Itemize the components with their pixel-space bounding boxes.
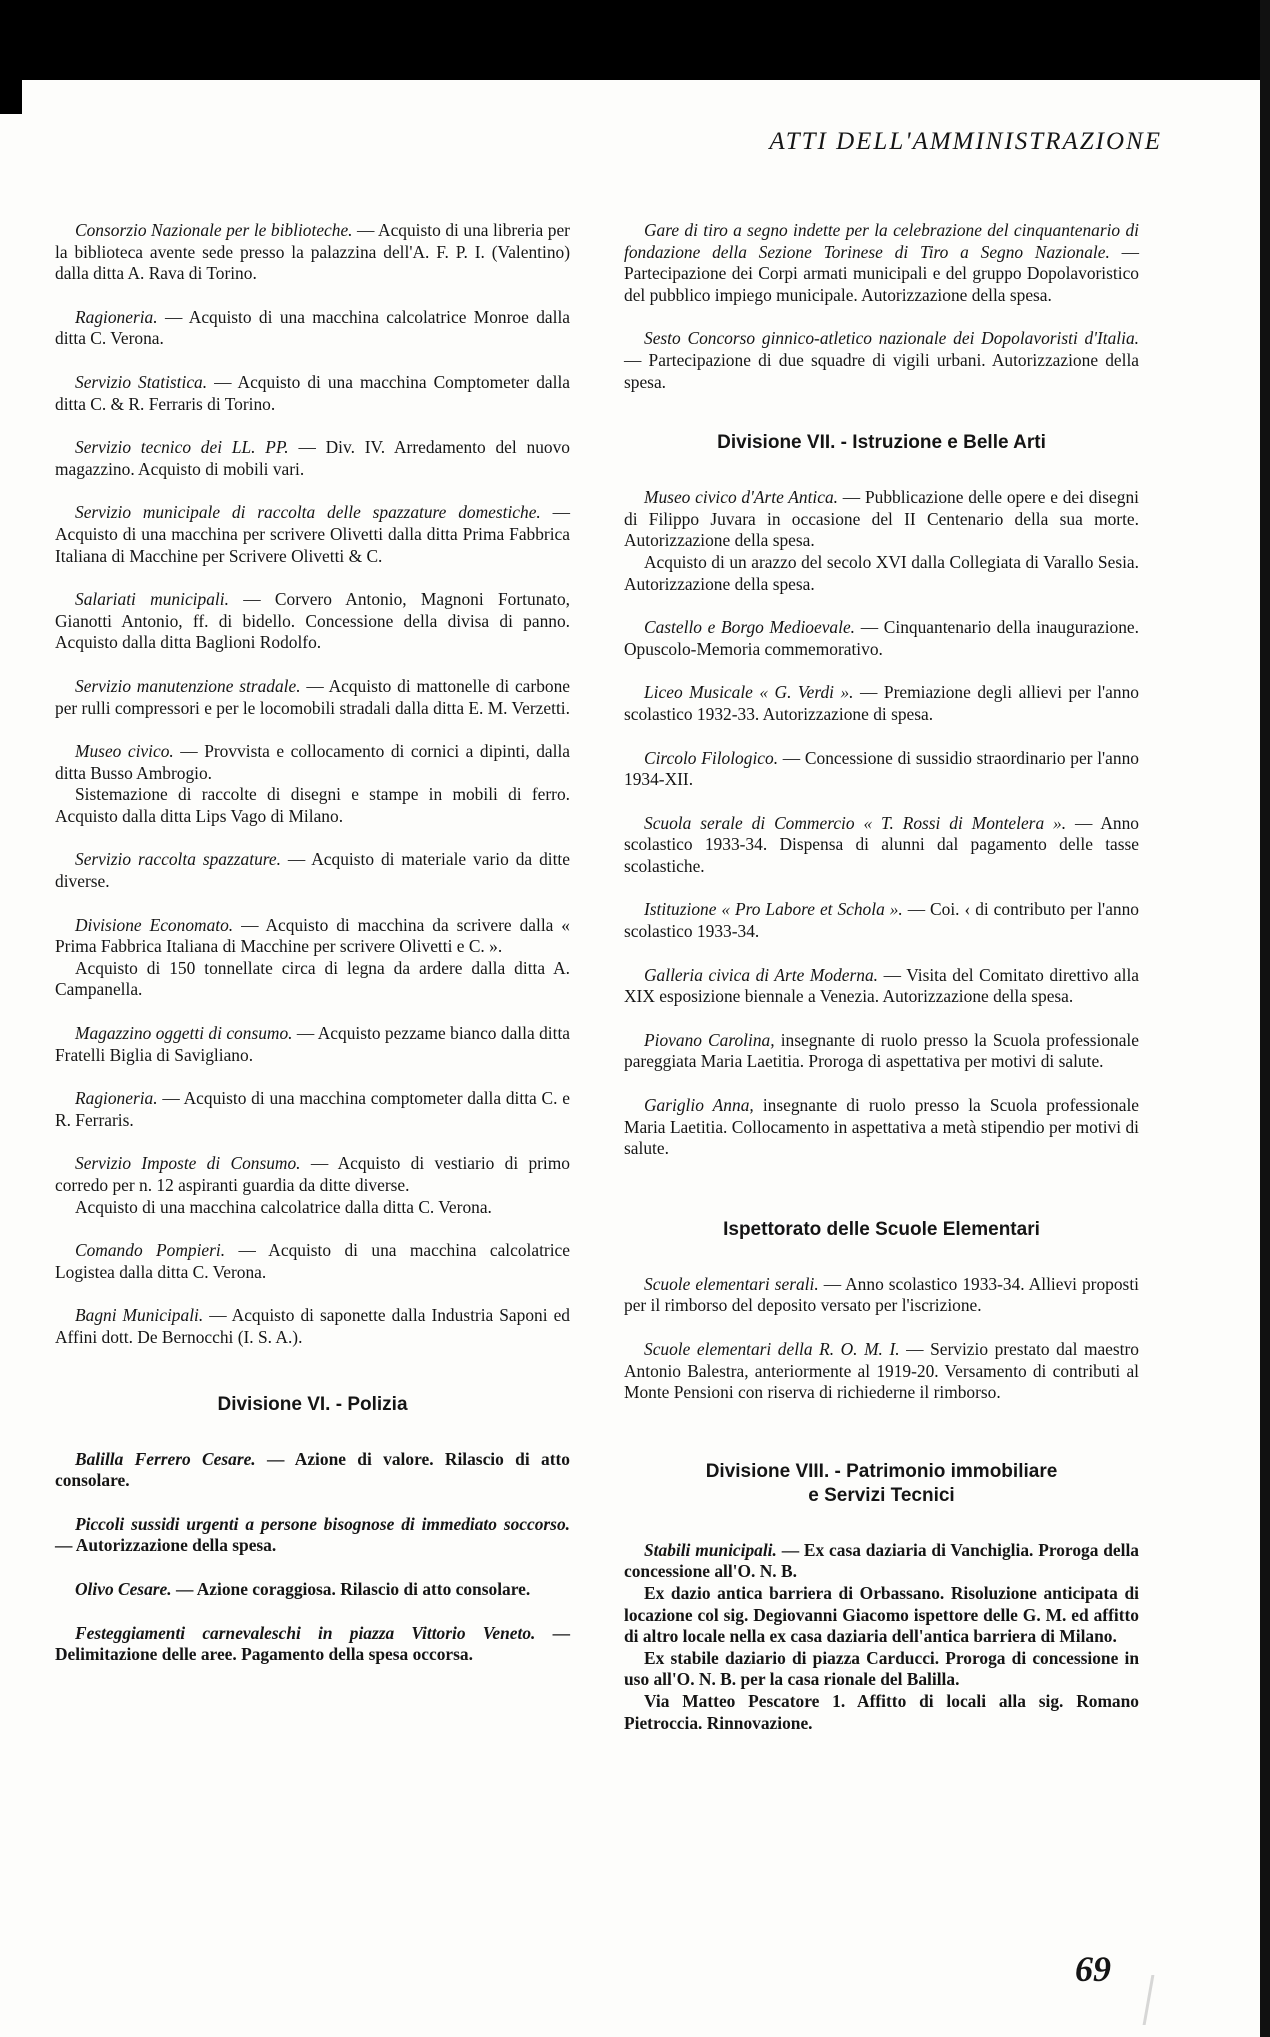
entry-title: Liceo Musicale « G. Verdi ».: [644, 682, 854, 703]
entry: [624, 1274, 1139, 1317]
entry-paragraph: [624, 965, 1139, 1008]
entry-paragraph: [55, 1197, 570, 1219]
entry: [55, 307, 570, 350]
section-heading-vi: Divisione VI. - Polizia: [217, 1393, 408, 1415]
entry-paragraph: [55, 784, 570, 827]
entry-text: — Acquisto di mattonelle di carbone per rulli compressori e per le locomobili stradali dalla ditta E. M. Verzetti.: [55, 675, 570, 718]
entry-text: Ex dazio antica barriera di Orbassano. Risoluzione anticipata di locazione col sig. Degiovanni Giacomo ispettore delle G. M. ed affitto di altro locale nella ex casa daziaria dell'antica barriera di Milano.: [624, 1582, 1139, 1647]
entry-paragraph: [55, 589, 570, 654]
entry-text: — Cinquantenario della inaugurazione. Opuscolo-Memoria commemorativo.: [624, 617, 1139, 659]
entry: [55, 1153, 570, 1218]
right-top-entries: [624, 220, 1139, 393]
entry-paragraph: [624, 748, 1139, 791]
entry: [55, 1623, 570, 1666]
entry-text: — Acquisto di una macchina calcolatrice Monroe dalla ditta C. Verona.: [55, 306, 570, 349]
entry-text: Acquisto di una macchina calcolatrice dalla ditta C. Verona.: [75, 1196, 492, 1217]
entry-paragraph: [55, 915, 570, 958]
entry-paragraph: [55, 676, 570, 719]
entry-title: Sesto Concorso ginnico-atletico nazionale dei Dopolavoristi d'Italia.: [644, 328, 1139, 349]
right-column: [624, 220, 1139, 1756]
entry-text: — Acquisto di una macchina Comptometer dalla ditta C. & R. Ferraris di Torino.: [55, 371, 570, 414]
entry-text: — Anno scolastico 1933-34. Allievi proposti per il rimborso del deposito versato per l'iscrizione.: [624, 1273, 1139, 1316]
entry-paragraph: [55, 502, 570, 567]
entry: [55, 676, 570, 719]
entry-paragraph: [624, 1583, 1139, 1648]
entry: [55, 915, 570, 1001]
entry-text: — Acquisto di materiale vario da ditte diverse.: [55, 849, 570, 892]
entry-title: Galleria civica di Arte Moderna.: [644, 964, 878, 985]
entry-text: insegnante di ruolo presso la Scuola professionale Maria Laetitia. Collocamento in aspettativa a metà stipendio per motivi di salute.: [624, 1095, 1140, 1159]
entry-title: Festeggiamenti carnevaleschi in piazza Vittorio Veneto.: [75, 1622, 536, 1643]
entry-paragraph: [624, 487, 1139, 552]
entry: [624, 328, 1139, 393]
entry-text: — Servizio prestato dal maestro Antonio Balestra, anteriormente al 1919-20. Versamento di contributi al Monte Pensioni con riserva di richiederne il rimborso.: [624, 1339, 1139, 1403]
entry-text: — Premiazione degli allievi per l'anno scolastico 1932-33. Autorizzazione di spesa.: [624, 682, 1139, 724]
entry-text: — Delimitazione delle aree. Pagamento della spesa occorsa.: [55, 1622, 570, 1665]
entry-title: Divisione Economato.: [75, 914, 234, 935]
entry-paragraph: [55, 741, 570, 784]
entry-text: — Acquisto di una macchina per scrivere Olivetti dalla ditta Prima Fabbrica Italiana di Macchine per Scrivere Olivetti & C.: [55, 502, 570, 566]
left-column: [55, 220, 570, 1688]
entry-title: Gare di tiro a segno indette per la celebrazione del cinquantenario di fondazione della Sezione Torinese di Tiro a Segno Nazionale.: [624, 220, 1139, 262]
entry-text: — Autorizzazione della spesa.: [55, 1535, 277, 1556]
entry-text: — Partecipazione di due squadre di vigili urbani. Autorizzazione della spesa.: [624, 349, 1139, 392]
entry: [624, 682, 1139, 725]
entry-paragraph: [624, 813, 1139, 878]
entry-text: Ex stabile daziario di piazza Carducci. Proroga di concessione in uso all'O. N. B. per la casa rionale del Balilla.: [624, 1647, 1139, 1690]
entry: [624, 965, 1139, 1008]
entry-paragraph: [55, 1023, 570, 1066]
entry: [55, 589, 570, 654]
entry-title: Salariati municipali.: [75, 589, 229, 610]
entry-title: Servizio raccolta spazzature.: [75, 849, 281, 870]
entry-title: Olivo Cesare.: [75, 1578, 172, 1599]
entry-text: — Azione coraggiosa. Rilascio di atto consolare.: [175, 1578, 531, 1599]
entry-text: — Acquisto di una macchina calcolatrice Logistea dalla ditta C. Verona.: [55, 1240, 570, 1282]
entry-paragraph: [624, 1339, 1139, 1404]
entry: [55, 220, 570, 285]
entry-title: Piovano Carolina,: [644, 1029, 775, 1050]
entry-title: Servizio Imposte di Consumo.: [75, 1153, 301, 1174]
entry-text: — Acquisto di una libreria per la biblioteca avente sede presso la palazzina dell'A. F. P. I. (Valentino) dalla ditta A. Rava di Torino.: [55, 220, 570, 284]
entry-text: — Visita del Comitato direttivo alla XIX esposizione biennale a Venezia. Autorizzazione della spesa.: [624, 964, 1140, 1007]
section-heading-viii-line2: e Servizi Tecnici: [808, 1484, 955, 1506]
entry-title: Castello e Borgo Medioevale.: [644, 617, 856, 638]
entry-title: Museo civico d'Arte Antica.: [644, 487, 838, 508]
entry-paragraph: [55, 307, 570, 350]
entry-paragraph: [624, 1540, 1139, 1583]
entry-paragraph: [55, 1514, 570, 1557]
entry-title: Servizio Statistica.: [75, 371, 208, 392]
section-ispettorato-entries: [624, 1274, 1139, 1404]
entry-paragraph: [624, 220, 1139, 306]
entry-text: — Anno scolastico 1933-34. Dispensa di alunni dal pagamento delle tasse scolastiche.: [624, 812, 1139, 876]
entry: [624, 899, 1139, 942]
entry-paragraph: [624, 682, 1139, 725]
entry: [624, 220, 1139, 306]
entry-text: Sistemazione di raccolte di disegni e stampe in mobili di ferro. Acquisto dalla ditta Lips Vago di Milano.: [55, 784, 570, 826]
entry-paragraph: [55, 1305, 570, 1348]
entry-title: Servizio municipale di raccolta delle spazzature domestiche.: [75, 502, 541, 523]
section-vii-entries: [624, 487, 1139, 1160]
entry-text: — Azione di valore. Rilascio di atto consolare.: [55, 1448, 570, 1491]
entry-paragraph: [624, 1274, 1139, 1317]
entry: [624, 813, 1139, 878]
entry: [55, 1088, 570, 1131]
entry-title: Scuole elementari della R. O. M. I.: [644, 1339, 900, 1359]
entry: [55, 1514, 570, 1557]
section-heading-viii-line1: Divisione VIII. - Patrimonio immobiliare: [705, 1460, 1058, 1482]
entry-paragraph: [624, 617, 1139, 660]
entry: [624, 1339, 1139, 1404]
entry-text: — Acquisto di vestiario di primo corredo per n. 12 aspiranti guardia da ditte diverse.: [55, 1153, 570, 1195]
entry-title: Ragioneria.: [75, 306, 158, 327]
entry: [624, 1095, 1139, 1160]
entry-text: — Div. IV. Arredamento del nuovo magazzino. Acquisto di mobili vari.: [55, 437, 570, 479]
entry-paragraph: [55, 437, 570, 480]
entry-text: insegnante di ruolo presso la Scuola professionale pareggiata Maria Laetitia. Proroga di aspettativa per motivi di salute.: [624, 1029, 1139, 1072]
entry-paragraph: [624, 1095, 1139, 1160]
left-entries: [55, 220, 570, 1349]
entry: [55, 1579, 570, 1601]
entry-paragraph: [624, 1648, 1139, 1691]
entry-paragraph: [55, 849, 570, 892]
entry-text: Via Matteo Pescatore 1. Affitto di locali alla sig. Romano Pietroccia. Rinnovazione.: [624, 1690, 1139, 1733]
entry: [55, 372, 570, 415]
section-vi-entries: [55, 1449, 570, 1666]
entry: [624, 1540, 1139, 1734]
entry-paragraph: [55, 958, 570, 1001]
section-heading-ispettorato: Ispettorato delle Scuole Elementari: [723, 1218, 1040, 1240]
entry: [624, 487, 1139, 595]
entry-title: Ragioneria.: [75, 1088, 158, 1109]
entry-paragraph: [55, 1088, 570, 1131]
section-heading-vii: Divisione VII. - Istruzione e Belle Arti: [717, 432, 1046, 454]
entry: [55, 849, 570, 892]
entry-title: Gariglio Anna,: [644, 1095, 754, 1116]
entry-text: — Corvero Antonio, Magnoni Fortunato, Gianotti Antonio, ff. di bidello. Concessione della divisa di panno. Acquisto dalla ditta Baglioni Rodolfo.: [55, 589, 570, 653]
entry-paragraph: [624, 1691, 1139, 1734]
entry-text: — Acquisto di saponette dalla Industria Saponi ed Affini dott. De Bernocchi (I. S. A.).: [55, 1305, 570, 1347]
entry: [624, 1030, 1139, 1073]
running-header: ATTI DELL'AMMINISTRAZIONE: [769, 128, 1162, 155]
entry-paragraph: [624, 899, 1139, 942]
section-heading-viii: [624, 1460, 1139, 1508]
entry-text: Acquisto di un arazzo del secolo XVI dalla Collegiata di Varallo Sesia. Autorizzazione della spesa.: [624, 551, 1139, 594]
entry-title: Istituzione « Pro Labore et Schola ».: [644, 899, 903, 920]
entry-paragraph: [624, 552, 1139, 595]
entry-text: Acquisto di 150 tonnellate circa di legna da ardere dalla ditta A. Campanella.: [55, 957, 570, 1000]
entry-paragraph: [55, 1579, 570, 1601]
entry-title: Consorzio Nazionale per le biblioteche.: [75, 220, 353, 240]
entry-title: Bagni Municipali.: [75, 1305, 204, 1326]
entry: [55, 1023, 570, 1066]
entry-paragraph: [55, 372, 570, 415]
entry-title: Scuole elementari serali.: [644, 1273, 819, 1294]
entry: [55, 1305, 570, 1348]
entry-title: Scuola serale di Commercio « T. Rossi di Montelera ».: [644, 812, 1067, 833]
entry: [624, 748, 1139, 791]
entry-text: — Ex casa daziaria di Vanchiglia. Proroga della concessione all'O. N. B.: [624, 1539, 1139, 1582]
entry-title: Museo civico.: [75, 741, 174, 762]
entry-paragraph: [55, 1449, 570, 1492]
entry-text: — Coi. ‹ di contributo per l'anno scolastico 1933-34.: [624, 899, 1139, 942]
entry-paragraph: [55, 1623, 570, 1666]
entry-title: Magazzino oggetti di consumo.: [75, 1023, 293, 1044]
entry-title: Balilla Ferrero Cesare.: [75, 1448, 256, 1469]
entry: [624, 617, 1139, 660]
entry-paragraph: [624, 328, 1139, 393]
entry-text: — Acquisto di macchina da scrivere dalla « Prima Fabbrica Italiana di Macchine per scrivere Olivetti e C. ».: [55, 914, 571, 957]
entry-paragraph: [55, 1153, 570, 1196]
entry-text: — Acquisto pezzame bianco dalla ditta Fratelli Biglia di Savigliano.: [55, 1023, 570, 1065]
entry-title: Comando Pompieri.: [75, 1240, 226, 1261]
entry-paragraph: [55, 1240, 570, 1283]
entry-title: Stabili municipali.: [644, 1539, 777, 1560]
entry-title: Servizio tecnico dei LL. PP.: [75, 437, 289, 458]
page-number: 69: [1075, 1949, 1111, 1989]
entry-text: — Partecipazione dei Corpi armati municipali e del gruppo Dopolavoristico del pubblico impiego municipale. Autorizzazione della spesa.: [624, 241, 1139, 305]
entry-title: Servizio manutenzione stradale.: [75, 675, 301, 696]
entry-paragraph: [55, 220, 570, 285]
entry-text: — Acquisto di una macchina comptometer dalla ditta C. e R. Ferraris.: [55, 1088, 570, 1130]
entry: [55, 502, 570, 567]
entry-title: Circolo Filologico.: [644, 747, 779, 768]
entry-text: — Concessione di sussidio straordinario per l'anno 1934-XII.: [624, 747, 1139, 790]
entry-text: — Provvista e collocamento di cornici a dipinti, dalla ditta Busso Ambrogio.: [55, 741, 570, 783]
entry: [55, 1240, 570, 1283]
entry-paragraph: [624, 1030, 1139, 1073]
scan-mark: [1143, 1975, 1195, 2025]
entry: [55, 437, 570, 480]
entry: [55, 1449, 570, 1492]
entry-title: Piccoli sussidi urgenti a persone bisognose di immediato soccorso.: [75, 1513, 570, 1534]
section-viii-entries: [624, 1540, 1139, 1734]
entry: [55, 741, 570, 827]
entry-text: — Pubblicazione delle opere e dei disegni di Filippo Juvara in occasione del II Centenario della sua morte. Autorizzazione della spesa.: [624, 487, 1139, 551]
